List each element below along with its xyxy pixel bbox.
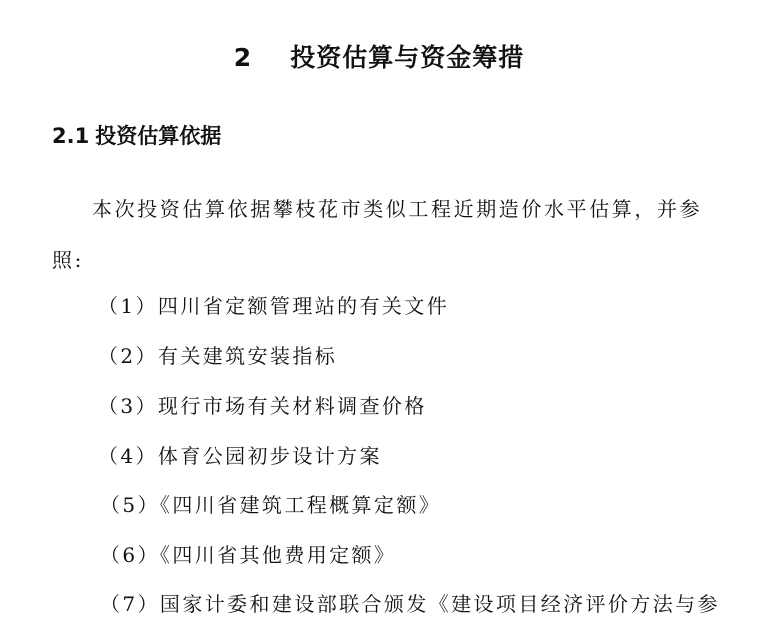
list-item: （1）四川省定额管理站的有关文件 (98, 294, 450, 318)
chapter-heading (0, 38, 758, 74)
section-number: 2.1 (52, 124, 90, 148)
list-item: （5）《四川省建筑工程概算定额》 (100, 493, 442, 517)
list-item: （4）体育公园初步设计方案 (98, 444, 382, 468)
chapter-number: 2 (233, 43, 253, 72)
list-item: （6）《四川省其他费用定额》 (100, 543, 397, 567)
section-title: 投资估算依据 (95, 124, 222, 148)
intro-paragraph: 本次投资估算依据攀枝花市类似工程近期造价水平估算，并参照: (52, 197, 703, 272)
list-item: （2）有关建筑安装指标 (98, 344, 338, 368)
list-item: （7）国家计委和建设部联合颁发《建设项目经济评价方法与参 (100, 592, 720, 616)
chapter-title: 投资估算与资金筹措 (290, 43, 525, 72)
list-item: （3）现行市场有关材料调查价格 (98, 394, 427, 418)
section-heading (52, 120, 221, 150)
